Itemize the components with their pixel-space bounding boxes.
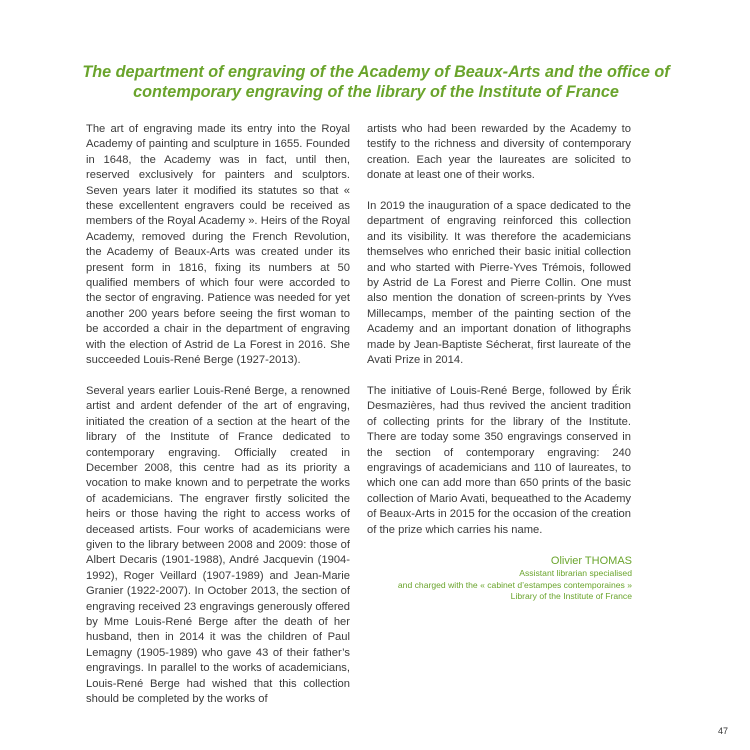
author-name: Olivier THOMAS — [550, 555, 632, 567]
paragraph: artists who had been rewarded by the Academy to testify to the richness and diversity of contemporary creation. Each year the laureates are solicited to donate at least one of their works. — [367, 123, 631, 182]
author-affiliation: Library of the Institute of France — [510, 591, 632, 601]
author-signature — [398, 554, 632, 603]
paragraph: Several years earlier Louis-René Berge, a renowned artist and ardent defender of the art of engraving, initiated the creation of a section at the heart of the library of the Institute of France dedicated to contemporary engraving. Officially created in December 2008, this centre had as its priority a vocation to make known and to perpetrate the works of academicians. The engraver firstly solicited the heirs or those having the right to access works of deceased artists. Four works of academicians were given to the library between 2008 and 2009: those of Albert Decaris (1901-1988), André Jacquevin (1904-1992), Roger Veillard (1907-1989) and Jean-Marie Granier (1922-2007). In October 2013, the section of engraving received 23 engravings generously offered by Mme Louis-René Berge after the death of her husband, then in 2014 it was the children of Paul Lemagny (1905-1989) who gave 43 of their father’s engravings. In parallel to the works of academicians, Louis-René Berge had wished that this collection should be completed by the works of — [86, 384, 350, 706]
paragraph: The art of engraving made its entry into the Royal Academy of painting and sculpture in 1655. Founded in 1648, the Academy was in fact, until then, reserved exclusively for painters and sculptors. Seven years later it modified its statutes so that « these excellentent engravers could be received as members of the Royal Academy ». Heirs of the Royal Academy, removed during the French Revolution, the Academy of Beaux-Arts was created under its present form in 1816, fixing its numbers at 50 qualified members of which four were accorded to the sector of engraving. Patience was needed for yet another 200 years before seeing the first woman to be accorded a chair in the department of engraving with the election of Astrid de La Forest in 2016. She succeeded Louis-René Berge (1927-2013). — [86, 123, 350, 367]
paragraph: In 2019 the inauguration of a space dedicated to the department of engraving reinforced this collection and its visibility. It was therefore the academicians themselves who enriched their basic initial collection and who started with Pierre-Yves Trémois, followed by Astrid de La Forest and Pierre Collin. One must also mention the donation of screen-prints by Yves Millecamps, member of the painting section of the Academy and an important donation of lithographs made by Jean-Baptiste Sécherat, first laureate of the Avati Prize in 2014. — [367, 200, 631, 367]
author-role-line: Assistant librarian specialised — [519, 568, 632, 578]
page-title: The department of engraving of the Academy of Beaux-Arts and the office of contemporary engraving of the library of the Institute of France — [82, 63, 670, 101]
paragraph: The initiative of Louis-René Berge, followed by Érik Desmazières, had thus revived the ancient tradition of collecting prints for the library of the Institute. There are today some 350 engravings conserved in the section of contemporary engraving: 240 engravings of academicians and 110 of laureates, to which one can add more than 650 prints of the basic collection of Mario Avati, bequeathed to the Academy of Beaux-Arts in 2015 for the occasion of the creation of the prize which carries his name. — [367, 384, 631, 536]
page-number: 47 — [717, 726, 728, 736]
author-role-line: and charged with the « cabinet d’estampes contemporaines » — [397, 579, 632, 590]
left-text-column — [86, 122, 350, 707]
right-text-column — [367, 122, 631, 538]
